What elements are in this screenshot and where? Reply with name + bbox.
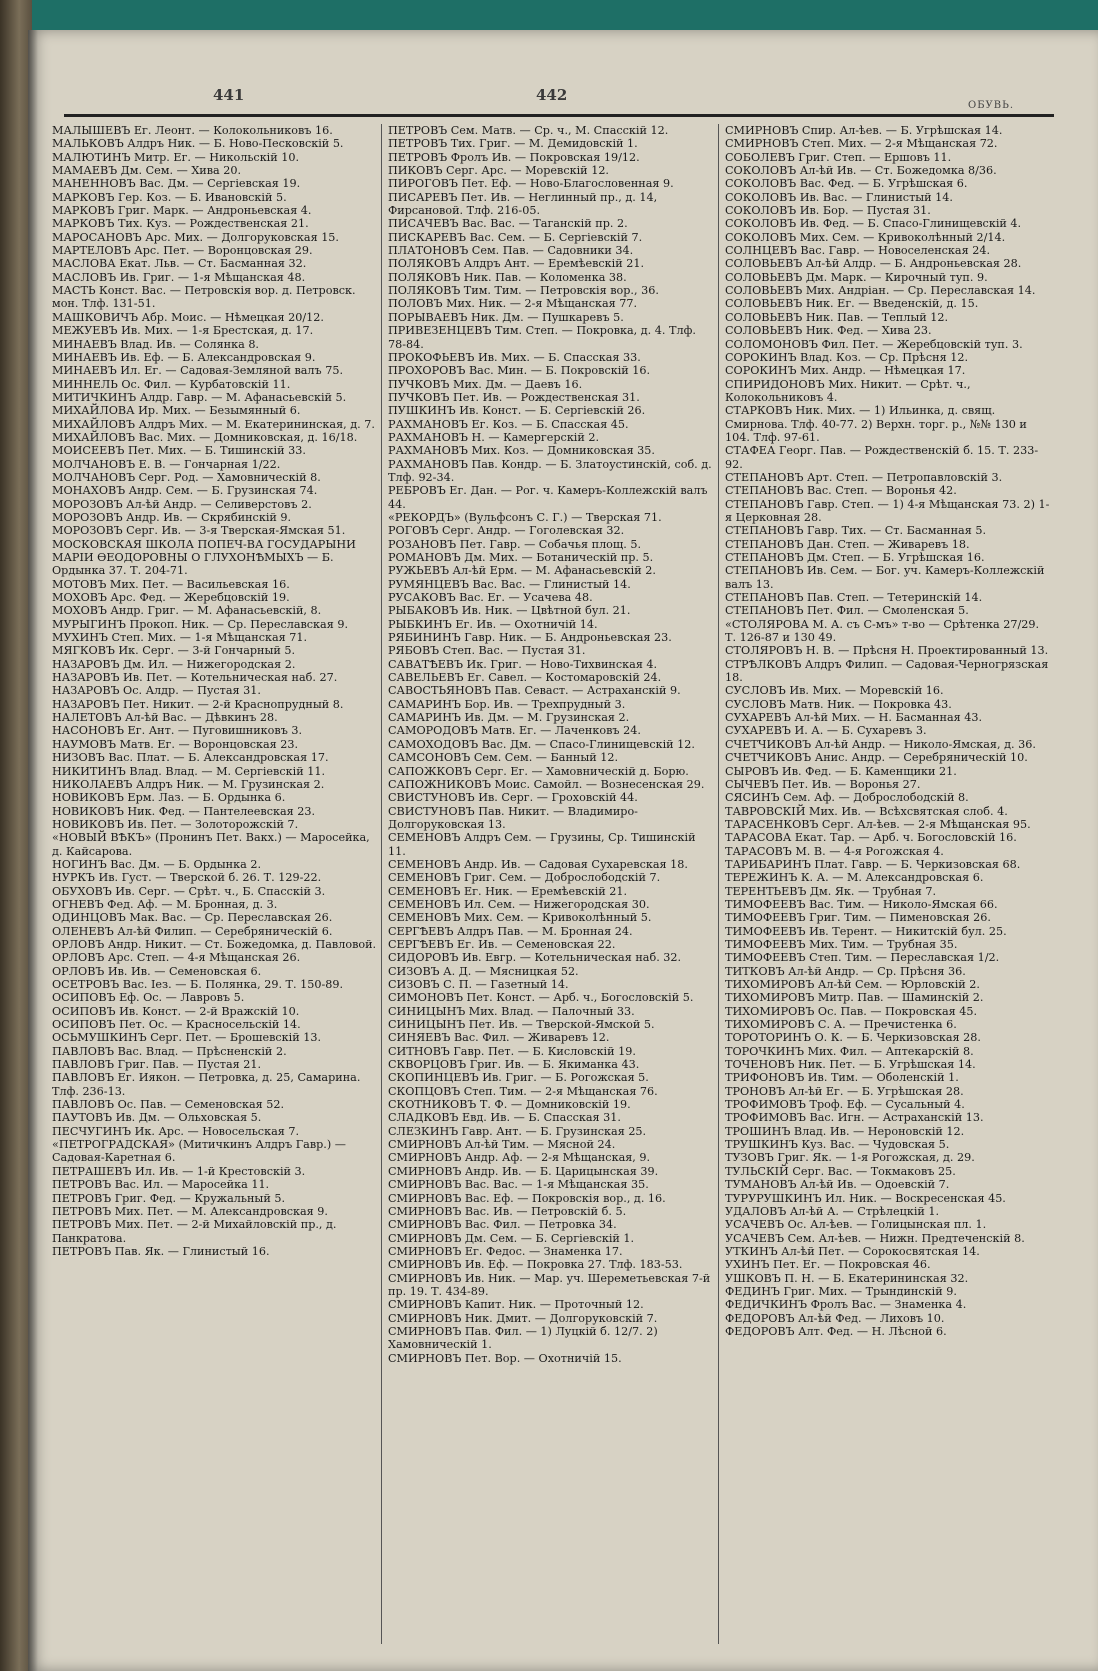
directory-entry: НАЗАРОВЪ Дм. Ил. — Нижегородская 2. bbox=[52, 657, 296, 671]
directory-entry: СУСЛОВЪ Матв. Ник. — Покровка 43. bbox=[725, 697, 952, 711]
directory-entry: ПЕТРОВЪ Фролъ Ив. — Покровская 19/12. bbox=[388, 150, 640, 164]
directory-entry: СОЛОВЬЕВЪ Ал-ѣй Алдр. — Б. Андроньевская 28. bbox=[725, 257, 1022, 271]
directory-entry: НАЛЕТОВЪ Ал-ѣй Вас. — Дѣвкинъ 28. bbox=[52, 711, 278, 725]
directory-entry: РЫБАКОВЪ Ив. Ник. — Цвѣтной бул. 21. bbox=[388, 604, 631, 618]
directory-entry: МАРКОВЪ Гер. Коз. — Б. Ивановскій 5. bbox=[52, 190, 287, 204]
directory-entry: СВИСТУНОВЪ Ив. Серг. — Гроховскій 44. bbox=[388, 791, 638, 805]
directory-entry: НОГИНЪ Вас. Дм. — Б. Ордынка 2. bbox=[52, 857, 262, 871]
directory-entry: САПОЖКОВЪ Серг. Ег. — Хамовническій д. Борю. bbox=[388, 764, 689, 778]
directory-entry: ПОЛОВЪ Мих. Ник. — 2-я Мѣщанская 77. bbox=[388, 297, 638, 311]
directory-entry: СМИРНОВЪ Ег. Федос. — Знаменка 17. bbox=[388, 1244, 623, 1258]
column-1 bbox=[52, 124, 377, 1644]
directory-entry: РЯБИНИНЪ Гавр. Ник. — Б. Андроньевская 23. bbox=[388, 631, 672, 645]
directory-entry: ПИСКАРЕВЪ Вас. Сем. — Б. Сергіевскій 7. bbox=[388, 230, 643, 244]
directory-entry: СЫЧЕВЪ Пет. Ив. — Воронья 27. bbox=[725, 777, 921, 791]
directory-entry: ПИСАРЕВЪ Пет. Ив. — Неглинный пр., д. 14, Фирсановой. Тлф. 216-05. bbox=[388, 190, 658, 218]
directory-entry: СЛЕЗКИНЪ Гавр. Ант. — Б. Грузинская 25. bbox=[388, 1124, 647, 1138]
directory-entry: «НОВЫЙ ВѢКЪ» (Пронинъ Пет. Вакх.) — Маросейка, д. Кайсарова. bbox=[52, 831, 370, 858]
directory-entry: МАРКОВЪ Тих. Куз. — Рождественская 21. bbox=[52, 217, 309, 231]
directory-entry: МИТИЧКИНЪ Алдр. Гавр. — М. Афанасьевскій 5. bbox=[52, 390, 347, 404]
directory-entry: СОКОЛОВЪ Ал-ѣй Ив. — Ст. Божедомка 8/36. bbox=[725, 164, 997, 178]
directory-entry: ПОЛЯКОВЪ Ник. Пав. — Коломенка 38. bbox=[388, 270, 627, 284]
directory-entry: УШКОВЪ П. Н. — Б. Екатерининская 32. bbox=[725, 1271, 969, 1285]
directory-entry: ПЕСЧУГИНЪ Ик. Арс. — Новосельская 7. bbox=[52, 1124, 300, 1138]
directory-entry: СЕРГѢЕВЪ Ег. Ив. — Семеновская 22. bbox=[388, 937, 616, 951]
left-page-number: 441 bbox=[213, 86, 245, 104]
directory-entry: ПРОКОФЬЕВЪ Ив. Мих. — Б. Спасская 33. bbox=[388, 350, 641, 364]
directory-entry: СЕМЕНОВЪ Ил. Сем. — Нижегородская 30. bbox=[388, 897, 650, 911]
directory-entry: СЕМЕНОВЪ Григ. Сем. — Доброслободскій 7. bbox=[388, 871, 661, 885]
directory-entry: ПОЛЯКОВЪ Алдръ Ант. — Еремѣевскій 21. bbox=[388, 257, 645, 271]
directory-entry: СМИРНОВЪ Дм. Сем. — Б. Сергіевскій 1. bbox=[388, 1231, 635, 1245]
directory-entry: ПЕТРОВЪ Тих. Григ. — М. Демидовскій 1. bbox=[388, 137, 638, 151]
directory-entry: ФЕДИЧКИНЪ Фролъ Вас. — Знаменка 4. bbox=[725, 1298, 967, 1312]
column-divider bbox=[718, 124, 719, 1644]
directory-entry: СМИРНОВЪ Ив. Еф. — Покровка 27. Тлф. 183-53. bbox=[388, 1258, 683, 1272]
directory-entry: СТЕПАНОВЪ Ив. Сем. — Бог. уч. Камеръ-Коллежскій валъ 13. bbox=[725, 564, 1045, 591]
directory-entry: ТУЛЬСКІЙ Серг. Вас. — Токмаковъ 25. bbox=[725, 1164, 956, 1178]
directory-entry: НАЗАРОВЪ Пет. Никит. — 2-й Краснопрудный 8. bbox=[52, 697, 344, 711]
directory-entry: СИМОНОВЪ Пет. Конст. — Арб. ч., Богословскій 5. bbox=[388, 991, 694, 1005]
directory-entry: СМИРНОВЪ Вас. Еф. — Покровскія вор., д. 16. bbox=[388, 1191, 666, 1205]
directory-entry: СКОПЦОВЪ Степ. Тим. — 2-я Мѣщанская 76. bbox=[388, 1084, 658, 1098]
directory-entry: СТЕПАНОВЪ Гавр. Тих. — Ст. Басманная 5. bbox=[725, 524, 987, 538]
directory-entry: РАХМАНОВЪ Н. — Камергерскій 2. bbox=[388, 430, 600, 444]
directory-entry: СТЕПАНОВЪ Пав. Степ. — Тетеринскій 14. bbox=[725, 591, 983, 605]
directory-entry: МАРКОВЪ Григ. Марк. — Андроньевская 4. bbox=[52, 204, 312, 218]
directory-entry: ТЕРЕЖИНЪ К. А. — М. Александровская 6. bbox=[725, 871, 984, 885]
directory-entry: УСАЧЕВЪ Ос. Ал-ѣев. — Голицынская пл. 1. bbox=[725, 1218, 987, 1232]
column-3 bbox=[725, 124, 1050, 1644]
book-spine-shadow bbox=[28, 30, 38, 1671]
right-page-number: 442 bbox=[536, 86, 568, 104]
directory-entry: СИНИЦЫНЪ Мих. Влад. — Палочный 33. bbox=[388, 1004, 635, 1018]
directory-entry: ФЕДИНЪ Григ. Мих. — Трындинскій 9. bbox=[725, 1284, 957, 1298]
directory-entry: ТОРОЧКИНЪ Мих. Фил. — Аптекарскій 8. bbox=[725, 1044, 974, 1058]
directory-entry: РЯБОВЪ Степ. Вас. — Пустая 31. bbox=[388, 644, 586, 658]
directory-entry: СОЛОВЬЕВЪ Ник. Ег. — Введенскій, д. 15. bbox=[725, 297, 979, 311]
directory-entry: СМИРНОВЪ Степ. Мих. — 2-я Мѣщанская 72. bbox=[725, 137, 998, 151]
directory-entry: ТАРАСЕНКОВЪ Серг. Ал-ѣев. — 2-я Мѣщанская 95. bbox=[725, 817, 1031, 831]
directory-entry: ПОРЫВАЕВЪ Ник. Дм. — Пушкаревъ 5. bbox=[388, 310, 624, 324]
directory-entry: ТОЧЕНОВЪ Ник. Пет. — Б. Угрѣшская 14. bbox=[725, 1058, 976, 1072]
directory-entry: ТРОНОВЪ Ал-ѣй Ег. — Б. Угрѣшская 28. bbox=[725, 1084, 964, 1098]
directory-entry: СЕМЕНОВЪ Мих. Сем. — Кривоколѣнный 5. bbox=[388, 911, 652, 925]
directory-entry: МАЛЬКОВЪ Алдръ Ник. — Б. Ново-Песковскій 5. bbox=[52, 137, 344, 151]
directory-entry: ПУЧКОВЪ Пет. Ив. — Рождественская 31. bbox=[388, 390, 640, 404]
directory-entry: МАНЕННОВЪ Вас. Дм. — Сергіевская 19. bbox=[52, 177, 301, 191]
directory-entry: МИНАЕВЪ Ив. Еф. — Б. Александровская 9. bbox=[52, 350, 316, 364]
directory-entry: СОЛНЦЕВЪ Вас. Гавр. — Новоселенская 24. bbox=[725, 244, 991, 258]
directory-entry: ТРИФОНОВЪ Ив. Тим. — Оболенскій 1. bbox=[725, 1071, 959, 1085]
directory-entry: СЕМЕНОВЪ Ег. Ник. — Еремѣевскій 21. bbox=[388, 884, 628, 898]
directory-entry: СИДОРОВЪ Ив. Евгр. — Котельническая наб. 32. bbox=[388, 951, 682, 965]
directory-entry: ТИМОФЕЕВЪ Григ. Тим. — Пименовская 26. bbox=[725, 911, 991, 925]
directory-entry: НАСОНОВЪ Ег. Ант. — Пуговишниковъ 3. bbox=[52, 724, 303, 738]
directory-entry: МАЛЫШЕВЪ Ег. Леонт. — Колокольниковъ 16. bbox=[52, 124, 333, 137]
directory-entry: СОКОЛОВЪ Ив. Бор. — Пустая 31. bbox=[725, 204, 931, 218]
running-header: ОБУВЬ. bbox=[968, 100, 1015, 111]
directory-entry: ПРОХОРОВЪ Вас. Мин. — Б. Покровскій 16. bbox=[388, 364, 651, 378]
directory-entry: СТРѢЛКОВЪ Алдръ Филип. — Садовая-Черногрязская 18. bbox=[725, 657, 1049, 685]
directory-entry: ТИМОФЕЕВЪ Степ. Тим. — Переславская 1/2. bbox=[725, 951, 1000, 965]
directory-entry: РУМЯНЦЕВЪ Вас. Вас. — Глинистый 14. bbox=[388, 577, 631, 591]
directory-entry: МАЛЮТИНЪ Митр. Ег. — Никольскій 10. bbox=[52, 150, 300, 164]
directory-entry: СЯСИНЪ Сем. Аф. — Доброслободскій 8. bbox=[725, 791, 969, 805]
directory-entry: ОСИПОВЪ Пет. Ос. — Красносельскій 14. bbox=[52, 1018, 301, 1032]
directory-entry: СТЕПАНОВЪ Пет. Фил. — Смоленская 5. bbox=[725, 604, 969, 618]
directory-entry: ПЕТРОВЪ Пав. Як. — Глинистый 16. bbox=[52, 1244, 270, 1258]
directory-entry: ТРУШКИНЪ Куз. Вас. — Чудовская 5. bbox=[725, 1138, 950, 1152]
directory-entry: СОКОЛОВЪ Ив. Фед. — Б. Спасо-Глинищевскій 4. bbox=[725, 217, 1022, 231]
directory-entry: ОГНЕВЪ Фед. Аф. — М. Бронная, д. 3. bbox=[52, 897, 278, 911]
directory-entry: СОБОЛЕВЪ Григ. Степ. — Ершовъ 11. bbox=[725, 150, 952, 164]
directory-entry: МЯГКОВЪ Ик. Серг. — 3-й Гончарный 5. bbox=[52, 644, 296, 658]
directory-entry: САВЕЛЬЕВЪ Ег. Савел. — Костомаровскій 24. bbox=[388, 671, 662, 685]
directory-entry: МОИСЕЕВЪ Пет. Мих. — Б. Тишинскій 33. bbox=[52, 444, 306, 458]
directory-entry: МАСЛОВА Екат. Льв. — Ст. Басманная 32. bbox=[52, 257, 307, 271]
directory-entry: ПИРОГОВЪ Пет. Еф. — Ново-Благословенная 9. bbox=[388, 177, 674, 191]
directory-entry: ТРОФИМОВЪ Троф. Еф. — Сусальный 4. bbox=[725, 1098, 965, 1112]
directory-entry: МОСКОВСКАЯ ШКОЛА ПОПЕЧ-ВА ГОСУДАРЫНИ МАРІИ ѲЕОДОРОВНЫ О ГЛУХОНѢМЫХЪ — Б. Ордынка 37. Т. 204-71. bbox=[52, 537, 356, 578]
directory-entry: МАСТЬ Конст. Вас. — Петровскія вор. д. Петровск. мон. Тлф. 131-51. bbox=[52, 284, 356, 311]
directory-entry: МАРТЕЛОВЪ Арс. Пет. — Воронцовская 29. bbox=[52, 244, 313, 258]
directory-entry: СОКОЛОВЪ Ив. Вас. — Глинистый 14. bbox=[725, 190, 953, 204]
directory-entry: НОВИКОВЪ Ив. Пет. — Золоторожскій 7. bbox=[52, 817, 299, 831]
directory-entry: ТРОФИМОВЪ Вас. Игн. — Астраханскій 13. bbox=[725, 1111, 984, 1125]
directory-entry: ПУШКИНЪ Ив. Конст. — Б. Сергіевскій 26. bbox=[388, 404, 646, 418]
directory-entry: РОГОВЪ Серг. Андр. — Гоголевская 32. bbox=[388, 524, 625, 538]
directory-entry: СУХАРЕВЪ Ал-ѣй Мих. — Н. Басманная 43. bbox=[725, 711, 983, 725]
directory-entry: МУРЫГИНЪ Прокоп. Ник. — Ср. Переславская 9. bbox=[52, 617, 348, 631]
directory-entry: СОЛОВЬЕВЪ Ник. Пав. — Теплый 12. bbox=[725, 310, 949, 324]
directory-entry: НИЗОВЪ Вас. Плат. — Б. Александровская 17. bbox=[52, 751, 329, 765]
directory-entry: ОСИПОВЪ Ив. Конст. — 2-й Вражскій 10. bbox=[52, 1004, 300, 1018]
directory-entry: СМИРНОВЪ Андр. Ив. — Б. Царицынская 39. bbox=[388, 1164, 659, 1178]
directory-entry: СТЕПАНОВЪ Дан. Степ. — Живаревъ 18. bbox=[725, 537, 970, 551]
directory-entry: МАСЛОВЪ Ив. Григ. — 1-я Мѣщанская 48. bbox=[52, 270, 306, 284]
directory-entry: СУХАРЕВЪ И. А. — Б. Сухаревъ 3. bbox=[725, 724, 927, 738]
directory-entry: ОДИНЦОВЪ Мак. Вас. — Ср. Переславская 26. bbox=[52, 911, 333, 925]
directory-entry: СМИРНОВЪ Вас. Ив. — Петровскій б. 5. bbox=[388, 1204, 627, 1218]
directory-entry: ТИМОФЕЕВЪ Мих. Тим. — Трубная 35. bbox=[725, 937, 958, 951]
directory-entry: САМОРОДОВЪ Матв. Ег. — Лаченковъ 24. bbox=[388, 724, 641, 738]
directory-entry: СТАРКОВЪ Ник. Мих. — 1) Ильинка, д. свящ. Смирнова. Тлф. 40-77. 2) Верхн. торг. р., №№ 130 и 104. Тлф. 97-61. bbox=[725, 404, 1027, 444]
directory-entry: СОРОКИНЪ Влад. Коз. — Ср. Прѣсня 12. bbox=[725, 350, 969, 364]
column-2 bbox=[388, 124, 713, 1644]
directory-entry: ПУЧКОВЪ Мих. Дм. — Даевъ 16. bbox=[388, 377, 583, 391]
directory-entry: ТИХОМИРОВЪ Ос. Пав. — Покровская 45. bbox=[725, 1004, 978, 1018]
directory-entry: ТАРАСОВЪ М. В. — 4-я Рогожская 4. bbox=[725, 844, 944, 858]
directory-entry: СОЛОВЬЕВЪ Мих. Андріан. — Ср. Переславская 14. bbox=[725, 284, 1036, 298]
directory-entry: СМИРНОВЪ Ал-ѣй Тим. — Мясной 24. bbox=[388, 1138, 616, 1152]
directory-entry: СКОПИНЦЕВЪ Ив. Григ. — Б. Рогожская 5. bbox=[388, 1071, 649, 1085]
directory-entry: ТИХОМИРОВЪ Митр. Пав. — Шаминскій 2. bbox=[725, 991, 984, 1005]
directory-entry: СЕМЕНОВЪ Андр. Ив. — Садовая Сухаревская 18. bbox=[388, 857, 688, 871]
directory-entry: СЕМЕНОВЪ Алдръ Сем. — Грузины, Ср. Тишинскій 11. bbox=[388, 831, 696, 858]
directory-entry: СВИСТУНОВЪ Пав. Никит. — Владимиро-Долгоруковская 13. bbox=[388, 804, 638, 831]
directory-entry: СМИРНОВЪ Пав. Фил. — 1) Луцкій б. 12/7. 2) Хамовническій 1. bbox=[388, 1324, 658, 1352]
directory-entry: МОЛЧАНОВЪ Серг. Род. — Хамовническій 8. bbox=[52, 470, 321, 484]
directory-entry: УДАЛОВЪ Ал-ѣй А. — Стрѣлецкій 1. bbox=[725, 1204, 940, 1218]
directory-entry: СКОТНИКОВЪ Т. Ф. — Домниковскій 19. bbox=[388, 1098, 631, 1112]
directory-entry: НУРКЪ Ив. Густ. — Тверской б. 26. Т. 129-22. bbox=[52, 871, 322, 885]
directory-entry: СЕРГѢЕВЪ Алдръ Пав. — М. Бронная 24. bbox=[388, 924, 633, 938]
directory-entry: ПЕТРОВЪ Сем. Матв. — Ср. ч., М. Спасскій 12. bbox=[388, 124, 669, 137]
directory-entry: ПЕТРОВЪ Мих. Пет. — М. Александровская 9. bbox=[52, 1204, 328, 1218]
directory-entry: СОКОЛОВЪ Вас. Фед. — Б. Угрѣшская 6. bbox=[725, 177, 968, 191]
directory-entry: ПАУТОВЪ Ив. Дм. — Ольховская 5. bbox=[52, 1111, 262, 1125]
directory-entry: МАШКОВИЧЪ Абр. Моис. — Нѣмецкая 20/12. bbox=[52, 310, 324, 324]
directory-entry: ПАВЛОВЪ Ег. Иякон. — Петровка, д. 25, Самарина. Тлф. 236-13. bbox=[52, 1071, 361, 1098]
directory-entry: ОРЛОВЪ Арс. Степ. — 4-я Мѣщанская 26. bbox=[52, 951, 301, 965]
directory-entry: МОЛЧАНОВЪ Е. В. — Гончарная 1/22. bbox=[52, 457, 281, 471]
directory-entry: РЫБКИНЪ Ег. Ив. — Охотничій 14. bbox=[388, 617, 598, 631]
directory-entry: ТИТКОВЪ Ал-ѣй Андр. — Ср. Прѣсня 36. bbox=[725, 964, 966, 978]
directory-entry: САПОЖНИКОВЪ Моис. Самойл. — Вознесенская 29. bbox=[388, 777, 705, 791]
directory-entry: МОХОВЪ Арс. Фед. — Жеребцовскій 19. bbox=[52, 591, 290, 605]
directory-entry: САМСОНОВЪ Сем. Сем. — Банный 12. bbox=[388, 751, 619, 765]
directory-entry: МАМАЕВЪ Дм. Сем. — Хива 20. bbox=[52, 164, 242, 178]
directory-page bbox=[28, 30, 1098, 1671]
directory-entry: МАРОСАНОВЪ Арс. Мих. — Долгоруковская 15. bbox=[52, 230, 339, 244]
directory-entry: РЕБРОВЪ Ег. Дан. — Рог. ч. Камеръ-Коллежскій валъ 44. bbox=[388, 484, 708, 511]
directory-entry: МИХАЙЛОВА Ир. Мих. — Безымянный 6. bbox=[52, 404, 301, 418]
directory-entry: ПАВЛОВЪ Вас. Влад. — Прѣсненскій 2. bbox=[52, 1044, 287, 1058]
directory-entry: ФЕДОРОВЪ Ал-ѣй Фед. — Лиховъ 10. bbox=[725, 1311, 945, 1325]
directory-entry: ТОРОТОРИНЪ О. К. — Б. Черкизовская 28. bbox=[725, 1031, 981, 1045]
directory-entry: СЧЕТЧИКОВЪ Анис. Андр. — Серебряническій 10. bbox=[725, 751, 1028, 765]
directory-entry: МОРОЗОВЪ Серг. Ив. — 3-я Тверская-Ямская 51. bbox=[52, 524, 346, 538]
directory-entry: РАХМАНОВЪ Пав. Кондр. — Б. Златоустинскій, соб. д. Тлф. 92-34. bbox=[388, 457, 712, 484]
directory-entry: СМИРНОВЪ Ив. Ник. — Мар. уч. Шереметьевская 7-й пр. 19. Т. 434-89. bbox=[388, 1271, 711, 1298]
directory-entry: МОНАХОВЪ Андр. Сем. — Б. Грузинская 74. bbox=[52, 484, 318, 498]
directory-entry: САВОСТЬЯНОВЪ Пав. Севаст. — Астраханскій 9. bbox=[388, 684, 681, 698]
directory-entry: СТЕПАНОВЪ Вас. Степ. — Воронья 42. bbox=[725, 484, 957, 498]
directory-entry: СОЛОВЬЕВЪ Дм. Марк. — Кирочный туп. 9. bbox=[725, 270, 988, 284]
directory-entry: РОМАНОВЪ Дм. Мих. — Ботаническій пр. 5. bbox=[388, 551, 654, 564]
directory-entry: РАХМАНОВЪ Ег. Коз. — Б. Спасская 45. bbox=[388, 417, 629, 431]
directory-entry: РУСАКОВЪ Вас. Ег. — Усачева 48. bbox=[388, 591, 593, 605]
directory-entry: СОЛОМОНОВЪ Фил. Пет. — Жеребцовскій туп. 3. bbox=[725, 337, 1023, 351]
directory-entry: ОСЕТРОВЪ Вас. Іез. — Б. Полянка, 29. Т. 150-89. bbox=[52, 978, 344, 991]
directory-entry: МЕЖУЕВЪ Ив. Мих. — 1-я Брестская, д. 17. bbox=[52, 324, 314, 338]
directory-entry: ТАРАСОВА Екат. Тар. — Арб. ч. Богословскій 16. bbox=[725, 831, 1017, 845]
directory-entry: СТЕПАНОВЪ Дм. Степ. — Б. Угрѣшская 16. bbox=[725, 551, 985, 564]
directory-entry: СИТНОВЪ Гавр. Пет. — Б. Кисловскій 19. bbox=[388, 1044, 636, 1058]
directory-entry: НИКИТИНЪ Влад. Влад. — М. Сергіевскій 11. bbox=[52, 764, 325, 778]
directory-entry: ПРИВЕЗЕНЦЕВЪ Тим. Степ. — Покровка, д. 4. Тлф. 78-84. bbox=[388, 324, 696, 351]
directory-entry: ТИМОФЕЕВЪ Ив. Терент. — Никитскій бул. 25. bbox=[725, 924, 1007, 938]
directory-entry: СЛАДКОВЪ Евд. Ив. — Б. Спасская 31. bbox=[388, 1111, 621, 1125]
directory-entry: МОХОВЪ Андр. Григ. — М. Афанасьевскій, 8. bbox=[52, 604, 322, 618]
directory-entry: СИНЯЕВЪ Вас. Фил. — Живаревъ 12. bbox=[388, 1031, 610, 1045]
directory-entry: ОСЬМУШКИНЪ Серг. Пет. — Брошевскій 13. bbox=[52, 1031, 322, 1045]
directory-entry: ПИСАЧЕВЪ Вас. Вас. — Таганскій пр. 2. bbox=[388, 217, 628, 231]
directory-entry: МОРОЗОВЪ Ал-ѣй Андр. — Селиверстовъ 2. bbox=[52, 497, 312, 511]
directory-entry: СТЕПАНОВЪ Арт. Степ. — Петропавловскій 3. bbox=[725, 470, 1003, 484]
directory-entry: СМИРНОВЪ Спир. Ал-ѣев. — Б. Угрѣшская 14. bbox=[725, 124, 1003, 137]
directory-entry: СИЗОВЪ А. Д. — Мясницкая 52. bbox=[388, 964, 579, 978]
directory-entry: НОВИКОВЪ Ник. Фед. — Пантелеевская 23. bbox=[52, 804, 316, 818]
directory-entry: СМИРНОВЪ Пет. Вор. — Охотничій 15. bbox=[388, 1351, 622, 1365]
directory-entry: РОЗАНОВЪ Пет. Гавр. — Собачья площ. 5. bbox=[388, 537, 642, 551]
directory-entry: ТАВРОВСКІЙ Мих. Ив. — Всѣхсвятская слоб. 4. bbox=[725, 804, 1008, 818]
directory-entry: ОЛЕНЕВЪ Ал-ѣй Филип. — Серебряническій 6. bbox=[52, 924, 333, 938]
directory-entry: ТАРИБАРИНЪ Плат. Гавр. — Б. Черкизовская 68. bbox=[725, 857, 1021, 871]
directory-entry: ОРЛОВЪ Андр. Никит. — Ст. Божедомка, д. Павловой. bbox=[52, 937, 377, 951]
directory-entry: ПЕТРОВЪ Вас. Ил. — Маросейка 11. bbox=[52, 1178, 270, 1192]
directory-entry: ТУМАНОВЪ Ал-ѣй Ив. — Одоевскій 7. bbox=[725, 1178, 950, 1192]
directory-entry: СОРОКИНЪ Мих. Андр. — Нѣмецкая 17. bbox=[725, 364, 966, 378]
directory-entry: СТАФЕА Георг. Пав. — Рождественскій б. 15. Т. 233-92. bbox=[725, 444, 1039, 471]
directory-entry: ТИМОФЕЕВЪ Вас. Тим. — Николо-Ямская 66. bbox=[725, 897, 998, 911]
directory-entry: ТУРУРУШКИНЪ Ил. Ник. — Воскресенская 45. bbox=[725, 1191, 1006, 1205]
directory-entry: ОБУХОВЪ Ив. Серг. — Срѣт. ч., Б. Спасскій 3. bbox=[52, 884, 326, 898]
directory-entry: СКВОРЦОВЪ Григ. Ив. — Б. Якиманка 43. bbox=[388, 1058, 640, 1072]
directory-entry: МИХАЙЛОВЪ Вас. Мих. — Домниковская, д. 16/18. bbox=[52, 430, 358, 444]
directory-entry: МИХАЙЛОВЪ Алдръ Мих. — М. Екатерининская, д. 7. bbox=[52, 417, 375, 431]
directory-entry: НОВИКОВЪ Ерм. Лаз. — Б. Ордынка 6. bbox=[52, 791, 286, 805]
directory-entry: МИННЕЛЬ Ос. Фил. — Курбатовскій 11. bbox=[52, 377, 291, 391]
directory-entry: ПЛАТОНОВЪ Сем. Пав. — Садовники 34. bbox=[388, 244, 634, 258]
directory-entry: НАУМОВЪ Матв. Ег. — Воронцовская 23. bbox=[52, 737, 299, 751]
directory-entry: ПОЛЯКОВЪ Тим. Тим. — Петровскія вор., 36. bbox=[388, 284, 659, 298]
directory-entry: ПАВЛОВЪ Ос. Пав. — Семеновская 52. bbox=[52, 1098, 285, 1112]
directory-entry: ТЕРЕНТЬЕВЪ Дм. Як. — Трубная 7. bbox=[725, 884, 937, 898]
header-rule bbox=[64, 114, 1054, 117]
directory-entry: МИНАЕВЪ Ил. Ег. — Садовая-Земляной валъ 75. bbox=[52, 364, 343, 378]
directory-entry: СМИРНОВЪ Вас. Вас. — 1-я Мѣщанская 35. bbox=[388, 1178, 649, 1192]
directory-entry: СИНИЦЫНЪ Пет. Ив. — Тверской-Ямской 5. bbox=[388, 1018, 655, 1032]
directory-entry: МОРОЗОВЪ Андр. Ив. — Скрябинскій 9. bbox=[52, 510, 292, 524]
directory-entry: НАЗАРОВЪ Ив. Пет. — Котельническая наб. 27. bbox=[52, 671, 338, 685]
directory-entry: СМИРНОВЪ Вас. Фил. — Петровка 34. bbox=[388, 1218, 617, 1232]
directory-entry: РАХМАНОВЪ Мих. Коз. — Домниковская 35. bbox=[388, 444, 655, 458]
directory-entry: СЧЕТЧИКОВЪ Ал-ѣй Андр. — Николо-Ямская, д. 36. bbox=[725, 737, 1036, 751]
directory-entry: СИЗОВЪ С. П. — Газетный 14. bbox=[388, 978, 569, 991]
directory-entry: «СТОЛЯРОВА М. А. съ С-мъ» т-во — Срѣтенка 27/29. Т. 126-87 и 130 49. bbox=[725, 617, 1040, 645]
directory-entry: МИНАЕВЪ Влад. Ив. — Солянка 8. bbox=[52, 337, 259, 351]
directory-entry: МОТОВЪ Мих. Пет. — Васильевская 16. bbox=[52, 577, 290, 591]
directory-entry: УСАЧЕВЪ Сем. Ал-ѣев. — Нижн. Предтеченскій 8. bbox=[725, 1231, 1025, 1245]
directory-entry: СМИРНОВЪ Ник. Дмит. — Долгоруковскій 7. bbox=[388, 1311, 658, 1325]
directory-entry: ПЕТРОВЪ Григ. Фед. — Кружальный 5. bbox=[52, 1191, 286, 1205]
directory-entry: ТИХОМИРОВЪ Ал-ѣй Сем. — Юрловскій 2. bbox=[725, 978, 980, 991]
directory-entry: ФЕДОРОВЪ Алт. Фед. — Н. Лѣсной 6. bbox=[725, 1324, 947, 1338]
directory-entry: ПЕТРАШЕВЪ Ил. Ив. — 1-й Крестовскій 3. bbox=[52, 1164, 306, 1178]
directory-entry: ОСИПОВЪ Еф. Ос. — Лавровъ 5. bbox=[52, 991, 245, 1005]
directory-entry: ТРОШИНЪ Влад. Ив. — Нероновскій 12. bbox=[725, 1124, 965, 1138]
directory-entry: СУСЛОВЪ Ив. Мих. — Моревскій 16. bbox=[725, 684, 944, 698]
directory-entry: «РЕКОРДЪ» (Вульфсонъ С. Г.) — Тверская 71. bbox=[388, 510, 662, 524]
directory-entry: ОРЛОВЪ Ив. Ив. — Семеновская 6. bbox=[52, 964, 262, 978]
directory-entry: УХИНЪ Пет. Ег. — Покровская 46. bbox=[725, 1258, 931, 1272]
directory-entry: СТЕПАНОВЪ Гавр. Степ. — 1) 4-я Мѣщанская 73. 2) 1-я Церковная 28. bbox=[725, 497, 1050, 524]
directory-entry: СЫРОВЪ Ив. Фед. — Б. Каменщики 21. bbox=[725, 764, 957, 778]
directory-entry: СОЛОВЬЕВЪ Ник. Фед. — Хива 23. bbox=[725, 324, 932, 338]
directory-entry: ПИКОВЪ Серг. Арс. — Моревскій 12. bbox=[388, 164, 609, 178]
directory-entry: РУЖЬЕВЪ Ал-ѣй Ерм. — М. Афанасьевскій 2. bbox=[388, 564, 656, 578]
column-divider bbox=[381, 124, 382, 1644]
directory-entry: ТУЗОВЪ Григ. Як. — 1-я Рогожская, д. 29. bbox=[725, 1151, 975, 1165]
directory-entry: ПЕТРОВЪ Мих. Пет. — 2-й Михайловскій пр., д. Панкратова. bbox=[52, 1218, 337, 1245]
directory-entry: НИКОЛАЕВЪ Алдръ Ник. — М. Грузинская 2. bbox=[52, 777, 325, 791]
directory-entry: СТОЛЯРОВЪ Н. В. — Прѣсня Н. Проектированный 13. bbox=[725, 644, 1049, 658]
directory-entry: САВАТѢЕВЪ Ик. Григ. — Ново-Тихвинская 4. bbox=[388, 657, 658, 671]
directory-entry: ПАВЛОВЪ Григ. Пав. — Пустая 21. bbox=[52, 1058, 262, 1072]
directory-entry: «ПЕТРОГРАДСКАЯ» (Митичкинъ Алдръ Гавр.) — Садовая-Каретная 6. bbox=[52, 1138, 346, 1165]
directory-entry: ТИХОМИРОВЪ С. А. — Пречистенка 6. bbox=[725, 1018, 957, 1032]
directory-entry: СОКОЛОВЪ Мих. Сем. — Кривоколѣнный 2/14. bbox=[725, 230, 1006, 244]
directory-entry: САМАРИНЪ Бор. Ив. — Трехпрудный 3. bbox=[388, 697, 626, 711]
directory-entry: УТКИНЪ Ал-ѣй Пет. — Сорокосвятская 14. bbox=[725, 1244, 980, 1258]
directory-entry: НАЗАРОВЪ Ос. Алдр. — Пустая 31. bbox=[52, 684, 261, 698]
directory-entry: СМИРНОВЪ Андр. Аф. — 2-я Мѣщанская, 9. bbox=[388, 1151, 651, 1165]
directory-entry: САМАРИНЪ Ив. Дм. — М. Грузинская 2. bbox=[388, 711, 630, 725]
directory-entry: МУХИНЪ Степ. Мих. — 1-я Мѣщанская 71. bbox=[52, 631, 308, 645]
directory-entry: САМОХОДОВЪ Вас. Дм. — Спасо-Глинищевскій 12. bbox=[388, 737, 695, 751]
directory-entry: СПИРИДОНОВЪ Мих. Никит. — Срѣт. ч., Колокольниковъ 4. bbox=[725, 377, 971, 404]
directory-entry: СМИРНОВЪ Капит. Ник. — Проточный 12. bbox=[388, 1298, 644, 1312]
